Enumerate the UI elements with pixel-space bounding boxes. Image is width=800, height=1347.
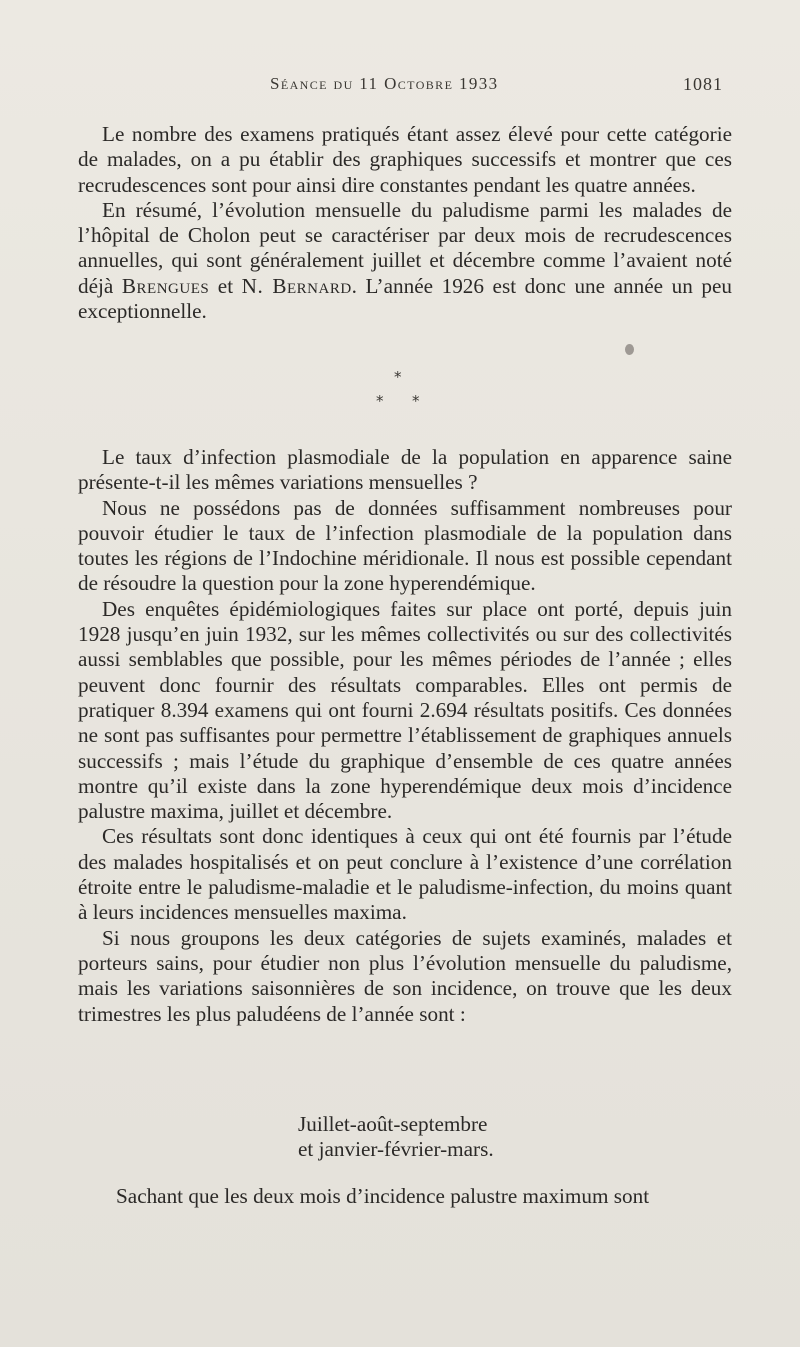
paragraph-seasonal: Si nous groupons les deux catégories de sujets examinés, malades et porteurs sains, pour étudier non plus l’évolution mensuelle du paludisme, mais les variations saisonnières de son incidence, on trouve que les deux trimestres les plus paludéens de l’année sont : — [78, 925, 732, 1026]
summary-text-end: . L’année 1926 est donc une année un peu exceptionnelle. — [78, 273, 732, 324]
ink-spot — [625, 344, 634, 355]
section-population-infection — [78, 445, 732, 1027]
section-separator-asterism — [360, 368, 440, 418]
trimester-list — [298, 1112, 618, 1163]
running-head — [0, 74, 800, 100]
trimester-line-2: et janvier-février-mars. — [298, 1137, 494, 1162]
asterisk-left: * — [376, 392, 384, 410]
trimester-line-1: Juillet-août-septembre — [298, 1112, 488, 1136]
paragraph-correlation: Ces résultats sont donc identiques à ceux qui ont été fournis par l’étude des malades hospitalisés et on peut conclure à l’existence d’une corrélation étroite entre le paludisme-maladie et le paludisme-infection, du moins quant à leurs incidences mensuelles maxima. — [78, 824, 732, 925]
page-number: 1081 — [683, 74, 723, 94]
author-bernard: N. Bernard — [241, 273, 352, 298]
summary-text-conjunction: et — [209, 273, 242, 298]
section-hospital-summary — [78, 122, 732, 324]
closing-line: Sachant que les deux mois d’incidence palustre maximum sont — [116, 1184, 650, 1208]
paragraph-data-availability: Nous ne possédons pas de données suffisamment nombreuses pour pouvoir étudier le taux de l’infection plasmodiale de la population dans toutes les régions de l’Indochine méridionale. Il nous est possible cependant de résoudre la question pour la zone hyperendémique. — [78, 495, 732, 596]
paragraph-summary — [78, 198, 732, 324]
paragraph-question: Le taux d’infection plasmodiale de la population en apparence saine présente-t-il les mêmes variations mensuelles ? — [78, 445, 732, 495]
asterisk-right: * — [412, 392, 420, 410]
author-brengues: Brengues — [121, 273, 210, 298]
asterisk-top: * — [394, 368, 402, 386]
running-title: Séance du 11 Octobre 1933 — [270, 74, 499, 93]
paragraph-exam-count: Le nombre des examens pratiqués étant assez élevé pour cette catégorie de malades, on a pu établir des graphiques successifs et montrer que ces recrudescences sont pour ainsi dire constantes pendant les quatre années. — [78, 122, 732, 197]
summary-text-start: En résumé, l’évolution mensuelle du paludisme parmi les malades de l’hôpital de Cholon peut se caractériser par deux mois de recrudescences annuelles, qui sont généralement juillet et décembre comme l’avaient noté déjà — [78, 197, 732, 298]
paragraph-surveys: Des enquêtes épidémiologiques faites sur place ont porté, depuis juin 1928 jusqu’en juin 1932, sur les mêmes collectivités ou sur des collectivités aussi semblables que possible, pour les mêmes périodes de l’année ; elles peuvent donc fournir des résultats comparables. Elles ont permis de pratiquer 8.394 examens qui ont fourni 2.694 résultats positifs. Ces données ne sont pas suffisantes pour permettre l’établissement de graphiques annuels successifs ; mais l’étude du graphique d’ensemble de ces quatre années montre qu’il existe dans la zone hyperendémique deux mois d’incidence palustre maxima, juillet et décembre. — [78, 596, 732, 824]
